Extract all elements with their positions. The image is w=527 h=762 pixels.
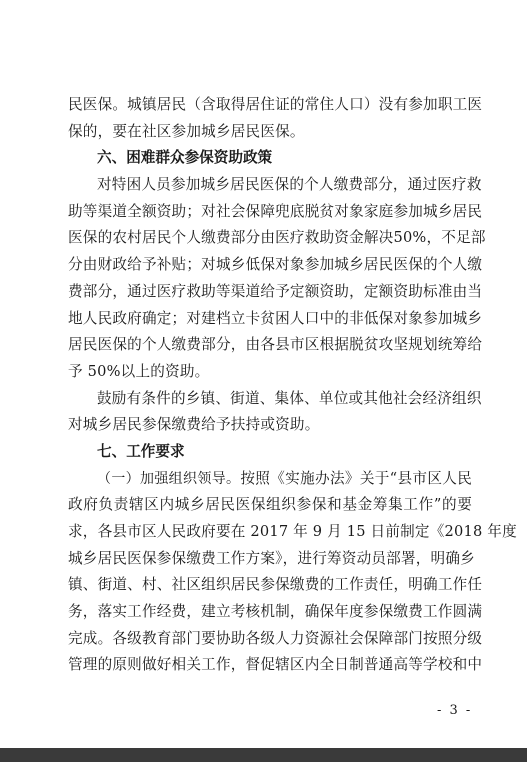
viewer-bottom-bar xyxy=(0,748,527,762)
text-line: 政府负责辖区内城乡居民医保组织参保和基金筹集工作”的要 xyxy=(68,496,472,514)
subsection-title: （一）加强组织领导。 xyxy=(97,470,241,487)
text-line: 镇、街道、村、社区组织居民参保缴费的工作责任，明确工作任 xyxy=(68,576,483,594)
text-line: 分由财政给予补贴；对城乡低保对象参加城乡居民医保的个人缴 xyxy=(68,256,483,274)
text-line: 务，落实工作经费，建立考核机制，确保年度参保缴费工作圆满 xyxy=(68,603,483,621)
text-line: 居民医保的个人缴费部分，由各县市区根据脱贫攻坚规划统筹给 xyxy=(68,336,483,354)
text-line: 对城乡居民参保缴费给予扶持或资助。 xyxy=(68,416,320,434)
text-line: 鼓励有条件的乡镇、街道、集体、单位或其他社会经济组织 xyxy=(97,389,482,407)
text-line: 费部分，通过医疗救助等渠道给予定额资助，定额资助标准由当 xyxy=(68,282,483,300)
text-line: 助等渠道全额资助；对社会保障兜底脱贫对象家庭参加城乡居民 xyxy=(68,202,483,220)
text-line xyxy=(68,466,472,493)
section-heading: 七、工作要求 xyxy=(97,442,185,460)
text-line: 城乡居民医保参保缴费工作方案》，进行筹资动员部署，明确乡 xyxy=(68,549,475,567)
text-line: 求，各县市区人民政府要在 2017 年 9 月 15 日前制定《2018 年度 xyxy=(68,523,517,540)
text-line: 保的，要在社区参加城乡居民医保。 xyxy=(68,122,305,140)
section-heading: 六、困难群众参保资助政策 xyxy=(97,149,273,167)
document-body xyxy=(68,92,517,679)
text-line: 管理的原则做好相关工作，督促辖区内全日制普通高等学校和中 xyxy=(68,656,483,674)
text-line: 完成。各级教育部门要协助各级人力资源社会保障部门按照分级 xyxy=(68,629,483,647)
text-line: 地人民政府确定；对建档立卡贫困人口中的非低保对象参加城乡 xyxy=(68,309,483,327)
text-line: 医保的农村居民个人缴费部分由医疗救助资金解决50%，不足部 xyxy=(68,229,486,247)
text-line: 对特困人员参加城乡居民医保的个人缴费部分，通过医疗救 xyxy=(97,176,482,194)
page-number: - 3 - xyxy=(437,703,473,718)
text-span: 按照《实施办法》关于“县市区人民 xyxy=(240,469,472,487)
text-line: 予 50%以上的资助。 xyxy=(68,362,210,380)
text-line: 民医保。城镇居民（含取得居住证的常住人口）没有参加职工医 xyxy=(68,96,483,113)
